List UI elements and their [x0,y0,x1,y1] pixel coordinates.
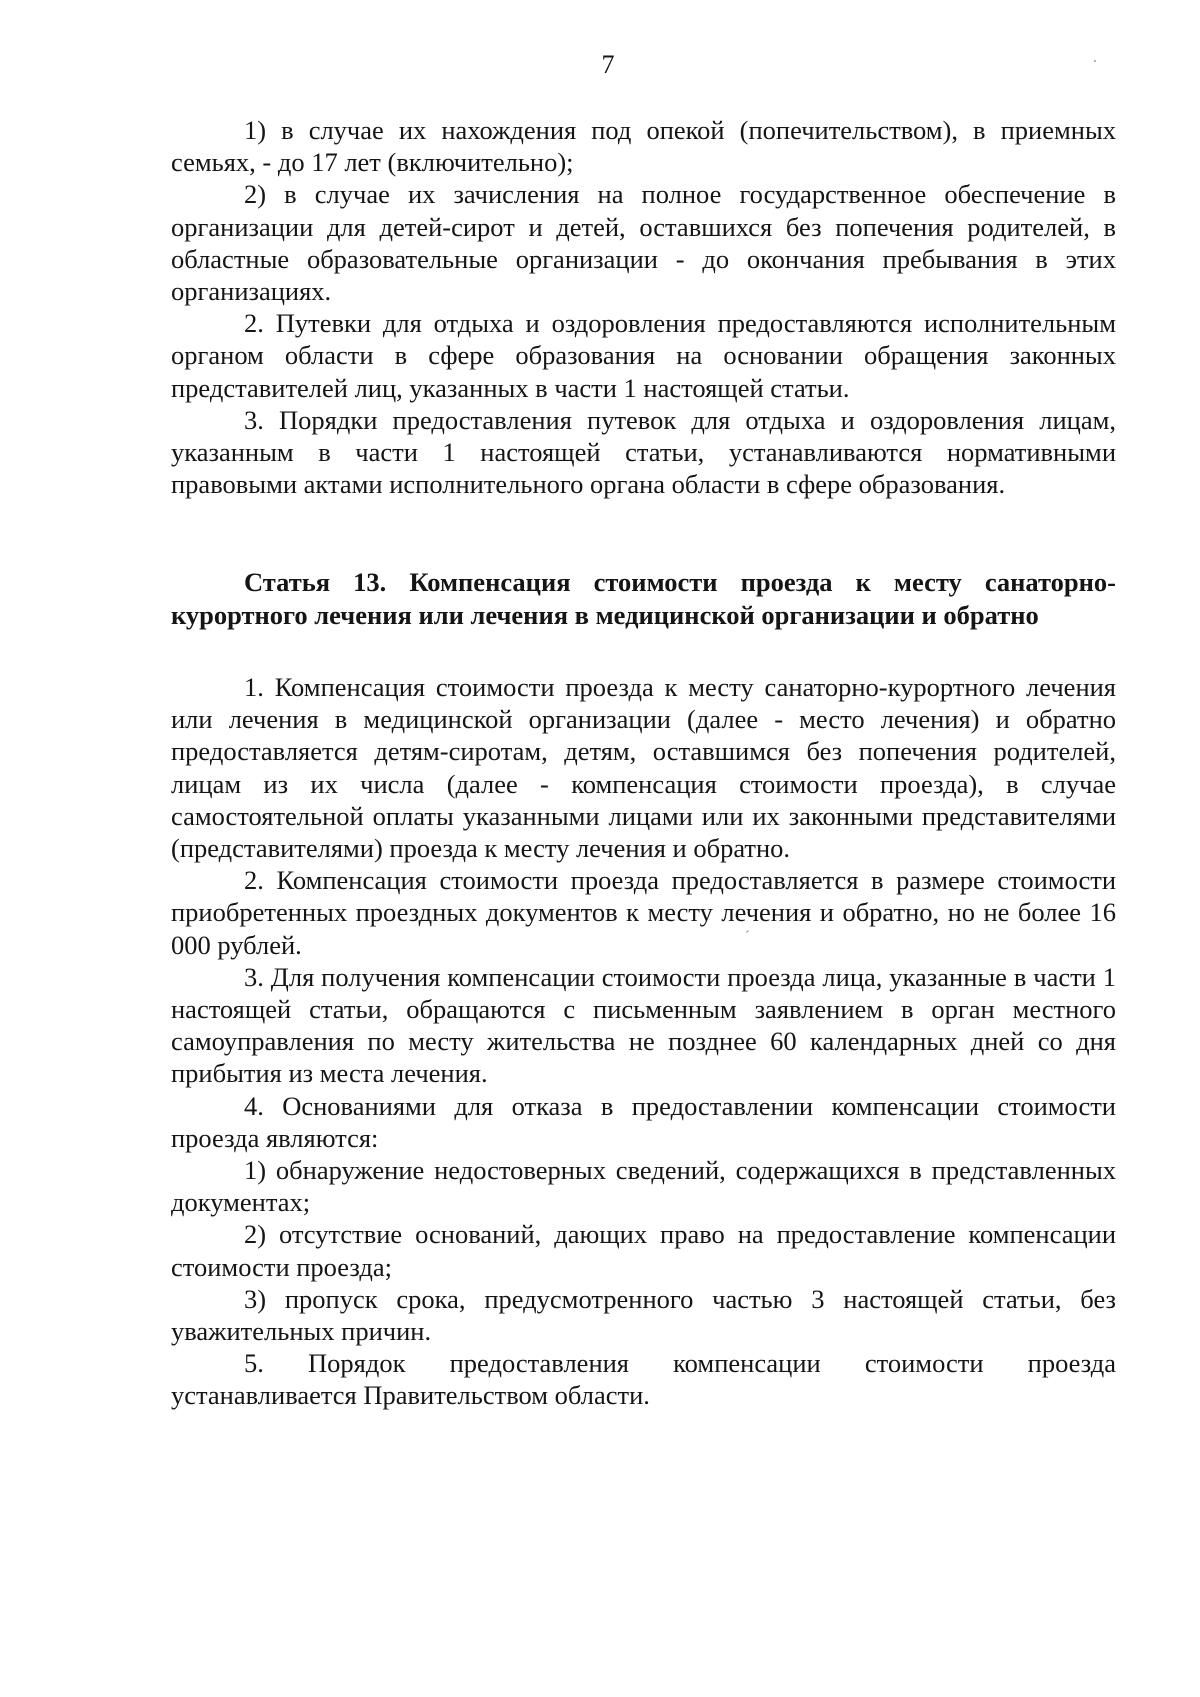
paragraph: 2. Компенсация стоимости проезда предоставляется в размере стоимости приобретенных проездных документов к месту лечения и обратно, но не более 16 000 рублей. [171,865,1116,960]
paragraph: 2) в случае их зачисления на полное государственное обеспечение в организации для детей-сирот и детей, оставшихся без попечения родителей, в областные образовательные организации - до окончания пребывания в этих организациях. [171,179,1116,307]
paragraph: 2) отсутствие оснований, дающих право на предоставление компенсации стоимости проезда; [171,1219,1116,1282]
paragraph: 3) пропуск срока, предусмотренного частью 3 настоящей статьи, без уважительных причин. [171,1283,1116,1347]
article-heading: Статья 13. Компенсация стоимости проезда к месту санаторно-курортного лечения или лечения в медицинской организации и обратно [171,567,1116,630]
paragraph: 5. Порядок предоставления компенсации стоимости проезда устанавливается Правительством области. [171,1348,1116,1411]
paragraph: 1) обнаружение недостоверных сведений, содержащихся в представленных документах; [171,1155,1116,1218]
scan-speck [1094,60,1096,62]
article-13-text [171,671,1116,1412]
paragraph: 2. Путевки для отдыха и оздоровления предоставляются исполнительным органом области в сфере образования на основании обращения законных представителей лиц, указанных в части 1 настоящей статьи. [171,308,1116,403]
paragraph: 1. Компенсация стоимости проезда к месту санаторно-курортного лечения или лечения в медицинской организации (далее - место лечения) и обратно предоставляется детям-сиротам, детям, оставшимся без попечения родителей, лицам из их числа (далее - компенсация стоимости проезда), в случае самостоятельной оплаты указанными лицами или их законными представителями (представителями) проезда к месту лечения и обратно. [171,672,1116,864]
page-number: 7 [601,50,615,79]
paragraph: 3. Порядки предоставления путевок для отдыха и оздоровления лицам, указанным в части 1 настоящей статьи, устанавливаются нормативными правовыми актами исполнительного органа области в сфере образования. [171,404,1116,500]
paragraph: 4. Основаниями для отказа в предоставлении компенсации стоимости проезда являются: [171,1090,1116,1153]
paragraph: 1) в случае их нахождения под опекой (попечительством), в приемных семьях, - до 17 лет (включительно); [171,115,1116,178]
paragraph: 3. Для получения компенсации стоимости проезда лица, указанные в части 1 настоящей статьи, обращаются с письменным заявлением в орган местного самоуправления по месту жительства не позднее 60 календарных дней со дня прибытия из места лечения. [171,961,1116,1089]
continued-article-text [171,114,1116,500]
